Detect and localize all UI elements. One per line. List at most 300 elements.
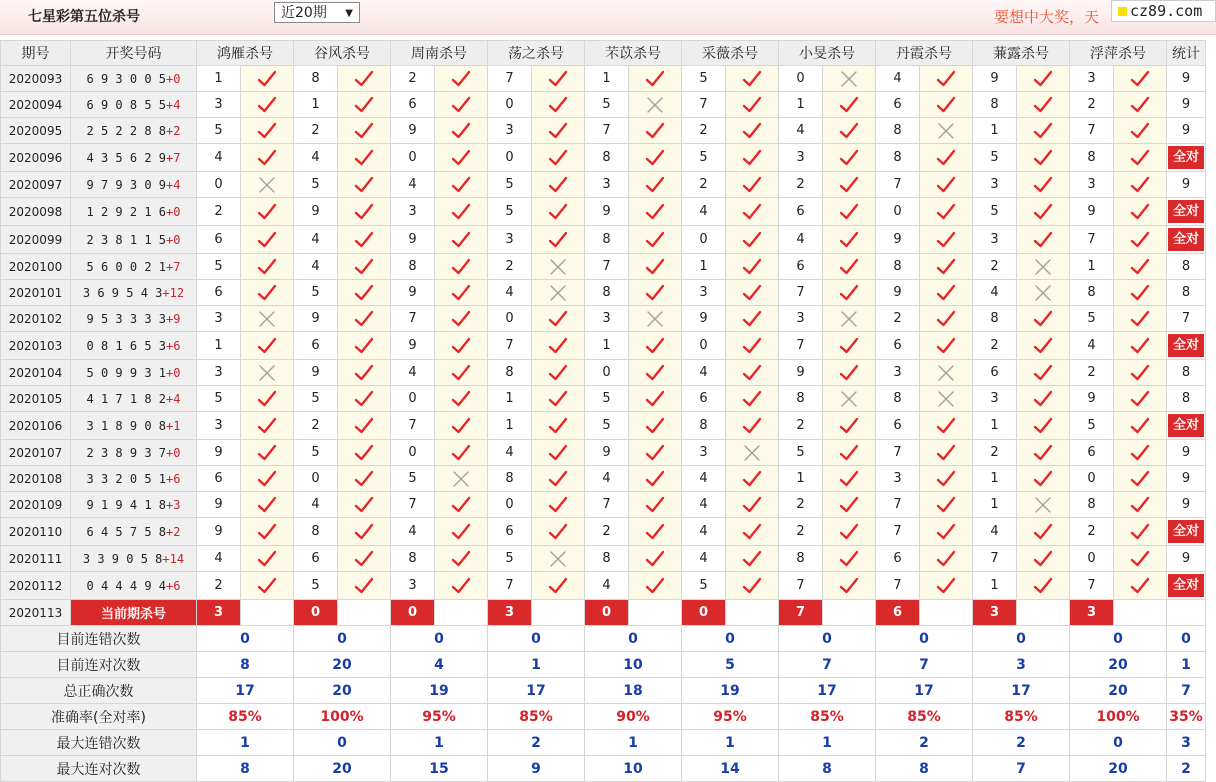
pick-result — [726, 198, 779, 226]
check-icon — [354, 284, 374, 302]
pick-result — [1114, 360, 1167, 386]
check-icon — [354, 122, 374, 140]
pick-number: 7 — [391, 492, 435, 518]
pick-result — [920, 572, 973, 600]
pick-number: 4 — [682, 546, 726, 572]
check-icon — [1130, 496, 1150, 514]
check-icon — [1130, 284, 1150, 302]
pick-result — [920, 546, 973, 572]
check-icon — [451, 444, 471, 462]
pick-result — [1114, 306, 1167, 332]
check-icon — [645, 337, 665, 355]
slogan-ticker: 要想中大奖，天 — [994, 8, 1100, 26]
current-pick-empty — [532, 600, 585, 626]
total-cell: 9 — [1167, 66, 1206, 92]
check-icon — [742, 231, 762, 249]
pick-number: 9 — [585, 440, 629, 466]
col-predictor-header: 鸿雁杀号 — [197, 41, 294, 66]
check-icon — [645, 523, 665, 541]
period-select-value: 近20期 — [281, 5, 327, 21]
period-cell: 2020104 — [1, 360, 71, 386]
pick-result — [629, 386, 682, 412]
pick-result — [629, 254, 682, 280]
check-icon — [936, 96, 956, 114]
check-icon — [1033, 149, 1053, 167]
check-icon — [742, 96, 762, 114]
pick-number: 9 — [876, 226, 920, 254]
check-icon — [742, 70, 762, 88]
stat-value: 8 — [197, 756, 294, 782]
pick-number: 3 — [197, 92, 241, 118]
pick-result — [726, 572, 779, 600]
pick-result — [435, 518, 488, 546]
total-cell: 9 — [1167, 546, 1206, 572]
check-icon — [742, 550, 762, 568]
draw-plus: +0 — [166, 71, 181, 86]
draw-plus: +1 — [166, 418, 181, 433]
current-pick-empty — [435, 600, 488, 626]
check-icon — [936, 523, 956, 541]
pick-result — [920, 172, 973, 198]
pick-result — [726, 440, 779, 466]
stat-value: 2 — [973, 730, 1070, 756]
check-icon — [451, 231, 471, 249]
pick-number: 2 — [973, 332, 1017, 360]
pick-result — [726, 172, 779, 198]
check-icon — [839, 364, 859, 382]
pick-number: 6 — [488, 518, 532, 546]
pick-result — [435, 546, 488, 572]
pick-number: 8 — [488, 466, 532, 492]
draw-numbers: 6 9 3 0 0 5 — [86, 71, 167, 86]
pick-result — [726, 144, 779, 172]
cross-icon — [840, 390, 858, 408]
pick-number: 8 — [779, 386, 823, 412]
pick-result — [629, 440, 682, 466]
check-icon — [742, 337, 762, 355]
stat-value: 17 — [876, 678, 973, 704]
stat-value: 90% — [585, 704, 682, 730]
pick-number: 3 — [391, 572, 435, 600]
check-icon — [742, 258, 762, 276]
total-cell — [1167, 518, 1206, 546]
pick-number: 5 — [779, 440, 823, 466]
pick-result — [1114, 518, 1167, 546]
check-icon — [354, 258, 374, 276]
pick-result — [1017, 306, 1070, 332]
col-predictor-header: 周南杀号 — [391, 41, 488, 66]
check-icon — [1033, 417, 1053, 435]
pick-result — [823, 546, 876, 572]
check-icon — [839, 258, 859, 276]
check-icon — [451, 70, 471, 88]
table-row — [1, 440, 1206, 466]
check-icon — [1130, 203, 1150, 221]
check-icon — [257, 231, 277, 249]
period-select[interactable] — [274, 2, 360, 23]
pick-number: 2 — [294, 118, 338, 144]
pick-number: 2 — [1070, 360, 1114, 386]
check-icon — [451, 284, 471, 302]
current-label: 当前期杀号 — [71, 600, 197, 626]
period-cell: 2020111 — [1, 546, 71, 572]
check-icon — [257, 70, 277, 88]
pick-number: 3 — [973, 226, 1017, 254]
check-icon — [354, 444, 374, 462]
pick-result — [1017, 572, 1070, 600]
pick-number: 2 — [585, 518, 629, 546]
pick-number: 0 — [585, 360, 629, 386]
col-stat-header: 统计 — [1167, 41, 1206, 66]
col-predictor-header: 芣苡杀号 — [585, 41, 682, 66]
current-pick: 3 — [197, 600, 241, 626]
pick-result — [1114, 172, 1167, 198]
draw-cell — [71, 306, 197, 332]
pick-result — [629, 226, 682, 254]
period-cell: 2020098 — [1, 198, 71, 226]
pick-result — [629, 360, 682, 386]
pick-number: 3 — [682, 440, 726, 466]
pick-number: 9 — [585, 198, 629, 226]
draw-plus: +0 — [166, 204, 181, 219]
check-icon — [548, 231, 568, 249]
stat-value: 95% — [682, 704, 779, 730]
total-cell: 9 — [1167, 172, 1206, 198]
pick-number: 2 — [294, 412, 338, 440]
pick-result — [435, 466, 488, 492]
check-icon — [548, 577, 568, 595]
draw-numbers: 0 8 1 6 5 3 — [86, 338, 167, 353]
pick-result — [532, 518, 585, 546]
pick-number: 4 — [391, 172, 435, 198]
check-icon — [742, 496, 762, 514]
pick-result — [1017, 546, 1070, 572]
table-header-row — [1, 41, 1206, 66]
check-icon — [1033, 310, 1053, 328]
draw-cell — [71, 572, 197, 600]
pick-number: 0 — [488, 144, 532, 172]
pick-result — [920, 466, 973, 492]
pick-result — [338, 518, 391, 546]
pick-number: 5 — [973, 198, 1017, 226]
current-pick-empty — [1017, 600, 1070, 626]
check-icon — [354, 96, 374, 114]
check-icon — [645, 149, 665, 167]
pick-number: 9 — [391, 118, 435, 144]
pick-number: 7 — [585, 492, 629, 518]
pick-number: 3 — [973, 172, 1017, 198]
pick-result — [338, 386, 391, 412]
check-icon — [645, 550, 665, 568]
pick-number: 9 — [779, 360, 823, 386]
pick-result — [920, 198, 973, 226]
pick-number: 8 — [1070, 492, 1114, 518]
pick-number: 9 — [1070, 386, 1114, 412]
stat-label: 目前连错次数 — [1, 626, 197, 652]
check-icon — [839, 444, 859, 462]
pick-number: 6 — [197, 226, 241, 254]
pick-number: 6 — [876, 332, 920, 360]
pick-result — [629, 66, 682, 92]
pick-number: 3 — [488, 226, 532, 254]
pick-result — [1114, 254, 1167, 280]
check-icon — [645, 176, 665, 194]
pick-result — [532, 144, 585, 172]
pick-number: 2 — [779, 518, 823, 546]
pick-result — [241, 412, 294, 440]
col-predictor-header: 小旻杀号 — [779, 41, 876, 66]
pick-result — [532, 466, 585, 492]
pick-result — [241, 254, 294, 280]
check-icon — [548, 496, 568, 514]
pick-result — [726, 280, 779, 306]
stat-value: 0 — [973, 626, 1070, 652]
draw-plus: +7 — [166, 259, 181, 274]
pick-result — [435, 386, 488, 412]
stat-value: 17 — [197, 678, 294, 704]
pick-number: 1 — [197, 332, 241, 360]
draw-cell — [71, 360, 197, 386]
pick-result — [241, 66, 294, 92]
pick-number: 0 — [294, 466, 338, 492]
pick-result — [532, 254, 585, 280]
pick-number: 8 — [294, 66, 338, 92]
site-badge[interactable] — [1111, 0, 1216, 22]
pick-number: 5 — [1070, 412, 1114, 440]
table-row — [1, 66, 1206, 92]
table-row — [1, 226, 1206, 254]
draw-cell — [71, 226, 197, 254]
pick-number: 3 — [779, 144, 823, 172]
pick-result — [629, 332, 682, 360]
pick-number: 4 — [391, 360, 435, 386]
current-pick: 6 — [876, 600, 920, 626]
check-icon — [1130, 96, 1150, 114]
pick-number: 3 — [197, 412, 241, 440]
pick-result — [532, 306, 585, 332]
stat-value: 17 — [488, 678, 585, 704]
draw-numbers: 5 6 0 0 2 1 — [86, 259, 167, 274]
pick-result — [1114, 198, 1167, 226]
pick-number: 5 — [197, 118, 241, 144]
pick-result — [726, 118, 779, 144]
pick-result — [532, 92, 585, 118]
total-cell: 8 — [1167, 254, 1206, 280]
check-icon — [936, 444, 956, 462]
pick-number: 9 — [294, 306, 338, 332]
period-cell: 2020102 — [1, 306, 71, 332]
stat-value: 1 — [682, 730, 779, 756]
check-icon — [548, 70, 568, 88]
pick-result — [823, 66, 876, 92]
stat-value: 20 — [1070, 678, 1167, 704]
stat-value: 8 — [876, 756, 973, 782]
pick-number: 6 — [973, 360, 1017, 386]
pick-number: 8 — [585, 546, 629, 572]
draw-plus: +6 — [166, 338, 181, 353]
check-icon — [839, 284, 859, 302]
check-icon — [451, 523, 471, 541]
pick-number: 2 — [197, 198, 241, 226]
logo-square-icon — [1118, 7, 1127, 16]
stat-label: 最大连对次数 — [1, 756, 197, 782]
pick-number: 2 — [682, 118, 726, 144]
pick-number: 1 — [973, 412, 1017, 440]
pick-number: 1 — [779, 92, 823, 118]
stat-value: 100% — [1070, 704, 1167, 730]
table-row — [1, 92, 1206, 118]
pick-result — [241, 92, 294, 118]
pick-result — [1017, 332, 1070, 360]
pick-number: 9 — [294, 198, 338, 226]
draw-plus: +3 — [166, 497, 181, 512]
stat-value: 3 — [973, 652, 1070, 678]
pick-result — [823, 332, 876, 360]
draw-plus: +0 — [166, 445, 181, 460]
pick-result — [1017, 466, 1070, 492]
pick-number: 5 — [682, 572, 726, 600]
check-icon — [1130, 258, 1150, 276]
pick-result — [920, 386, 973, 412]
pick-result — [338, 306, 391, 332]
stat-row — [1, 678, 1206, 704]
stat-value: 0 — [488, 626, 585, 652]
table-row — [1, 466, 1206, 492]
pick-result — [726, 492, 779, 518]
stat-value: 10 — [585, 652, 682, 678]
pick-result — [435, 572, 488, 600]
pick-number: 4 — [682, 198, 726, 226]
pick-number: 4 — [682, 492, 726, 518]
pick-result — [241, 198, 294, 226]
pick-number: 2 — [973, 254, 1017, 280]
pick-number: 7 — [973, 546, 1017, 572]
check-icon — [1033, 203, 1053, 221]
draw-numbers: 9 5 3 3 3 3 — [86, 311, 167, 326]
pick-number: 1 — [488, 386, 532, 412]
draw-cell — [71, 280, 197, 306]
pick-number: 1 — [294, 92, 338, 118]
pick-number: 5 — [488, 198, 532, 226]
period-cell: 2020095 — [1, 118, 71, 144]
check-icon — [936, 496, 956, 514]
stat-value: 19 — [391, 678, 488, 704]
draw-plus: +0 — [166, 232, 181, 247]
col-draw-header: 开奖号码 — [71, 41, 197, 66]
pick-result — [920, 280, 973, 306]
check-icon — [257, 523, 277, 541]
pick-number: 1 — [197, 66, 241, 92]
pick-number: 4 — [197, 144, 241, 172]
check-icon — [257, 417, 277, 435]
pick-number: 0 — [391, 144, 435, 172]
check-icon — [1130, 176, 1150, 194]
pick-result — [823, 172, 876, 198]
pick-result — [823, 280, 876, 306]
stat-value: 85% — [197, 704, 294, 730]
check-icon — [354, 70, 374, 88]
pick-number: 8 — [973, 306, 1017, 332]
site-name: cz89.com — [1130, 2, 1203, 20]
check-icon — [1130, 523, 1150, 541]
pick-result — [435, 92, 488, 118]
period-cell: 2020110 — [1, 518, 71, 546]
chevron-down-icon: ▼ — [345, 8, 353, 19]
draw-numbers: 3 6 9 5 4 3 — [82, 285, 163, 300]
pick-number: 0 — [197, 172, 241, 198]
pick-result — [823, 386, 876, 412]
pick-number: 2 — [779, 492, 823, 518]
pick-result — [726, 518, 779, 546]
pick-number: 1 — [488, 412, 532, 440]
check-icon — [839, 417, 859, 435]
pick-number: 1 — [973, 466, 1017, 492]
draw-numbers: 6 9 0 8 5 5 — [86, 97, 167, 112]
pick-number: 6 — [391, 92, 435, 118]
pick-result — [1017, 440, 1070, 466]
check-icon — [742, 149, 762, 167]
current-pick-empty — [629, 600, 682, 626]
check-icon — [257, 444, 277, 462]
pick-result — [1114, 226, 1167, 254]
stat-value: 0 — [1070, 730, 1167, 756]
pick-number: 3 — [1070, 66, 1114, 92]
pick-result — [1114, 412, 1167, 440]
stat-total: 35% — [1167, 704, 1206, 730]
check-icon — [936, 284, 956, 302]
check-icon — [1033, 337, 1053, 355]
pick-number: 7 — [488, 332, 532, 360]
check-icon — [1033, 122, 1053, 140]
total-cell: 9 — [1167, 92, 1206, 118]
pick-number: 6 — [682, 386, 726, 412]
stat-value: 7 — [876, 652, 973, 678]
pick-number: 2 — [1070, 92, 1114, 118]
pick-result — [532, 118, 585, 144]
pick-number: 5 — [391, 466, 435, 492]
cross-icon — [840, 70, 858, 88]
draw-cell — [71, 144, 197, 172]
pick-number: 0 — [1070, 546, 1114, 572]
check-icon — [354, 176, 374, 194]
pick-result — [1114, 386, 1167, 412]
draw-numbers: 6 4 5 7 5 8 — [86, 524, 167, 539]
pick-result — [532, 546, 585, 572]
check-icon — [548, 470, 568, 488]
check-icon — [1033, 523, 1053, 541]
pick-number: 0 — [682, 226, 726, 254]
check-icon — [936, 577, 956, 595]
table-row — [1, 280, 1206, 306]
pick-number: 6 — [1070, 440, 1114, 466]
draw-cell — [71, 440, 197, 466]
pick-number: 7 — [876, 572, 920, 600]
stat-value: 20 — [1070, 652, 1167, 678]
stat-value: 85% — [779, 704, 876, 730]
pick-number: 3 — [876, 466, 920, 492]
pick-number: 1 — [1070, 254, 1114, 280]
period-cell: 2020101 — [1, 280, 71, 306]
total-cell — [1167, 332, 1206, 360]
period-cell: 2020100 — [1, 254, 71, 280]
check-icon — [548, 337, 568, 355]
check-icon — [354, 496, 374, 514]
draw-cell — [71, 66, 197, 92]
stat-value: 0 — [682, 626, 779, 652]
pick-number: 1 — [779, 466, 823, 492]
check-icon — [451, 337, 471, 355]
check-icon — [354, 310, 374, 328]
